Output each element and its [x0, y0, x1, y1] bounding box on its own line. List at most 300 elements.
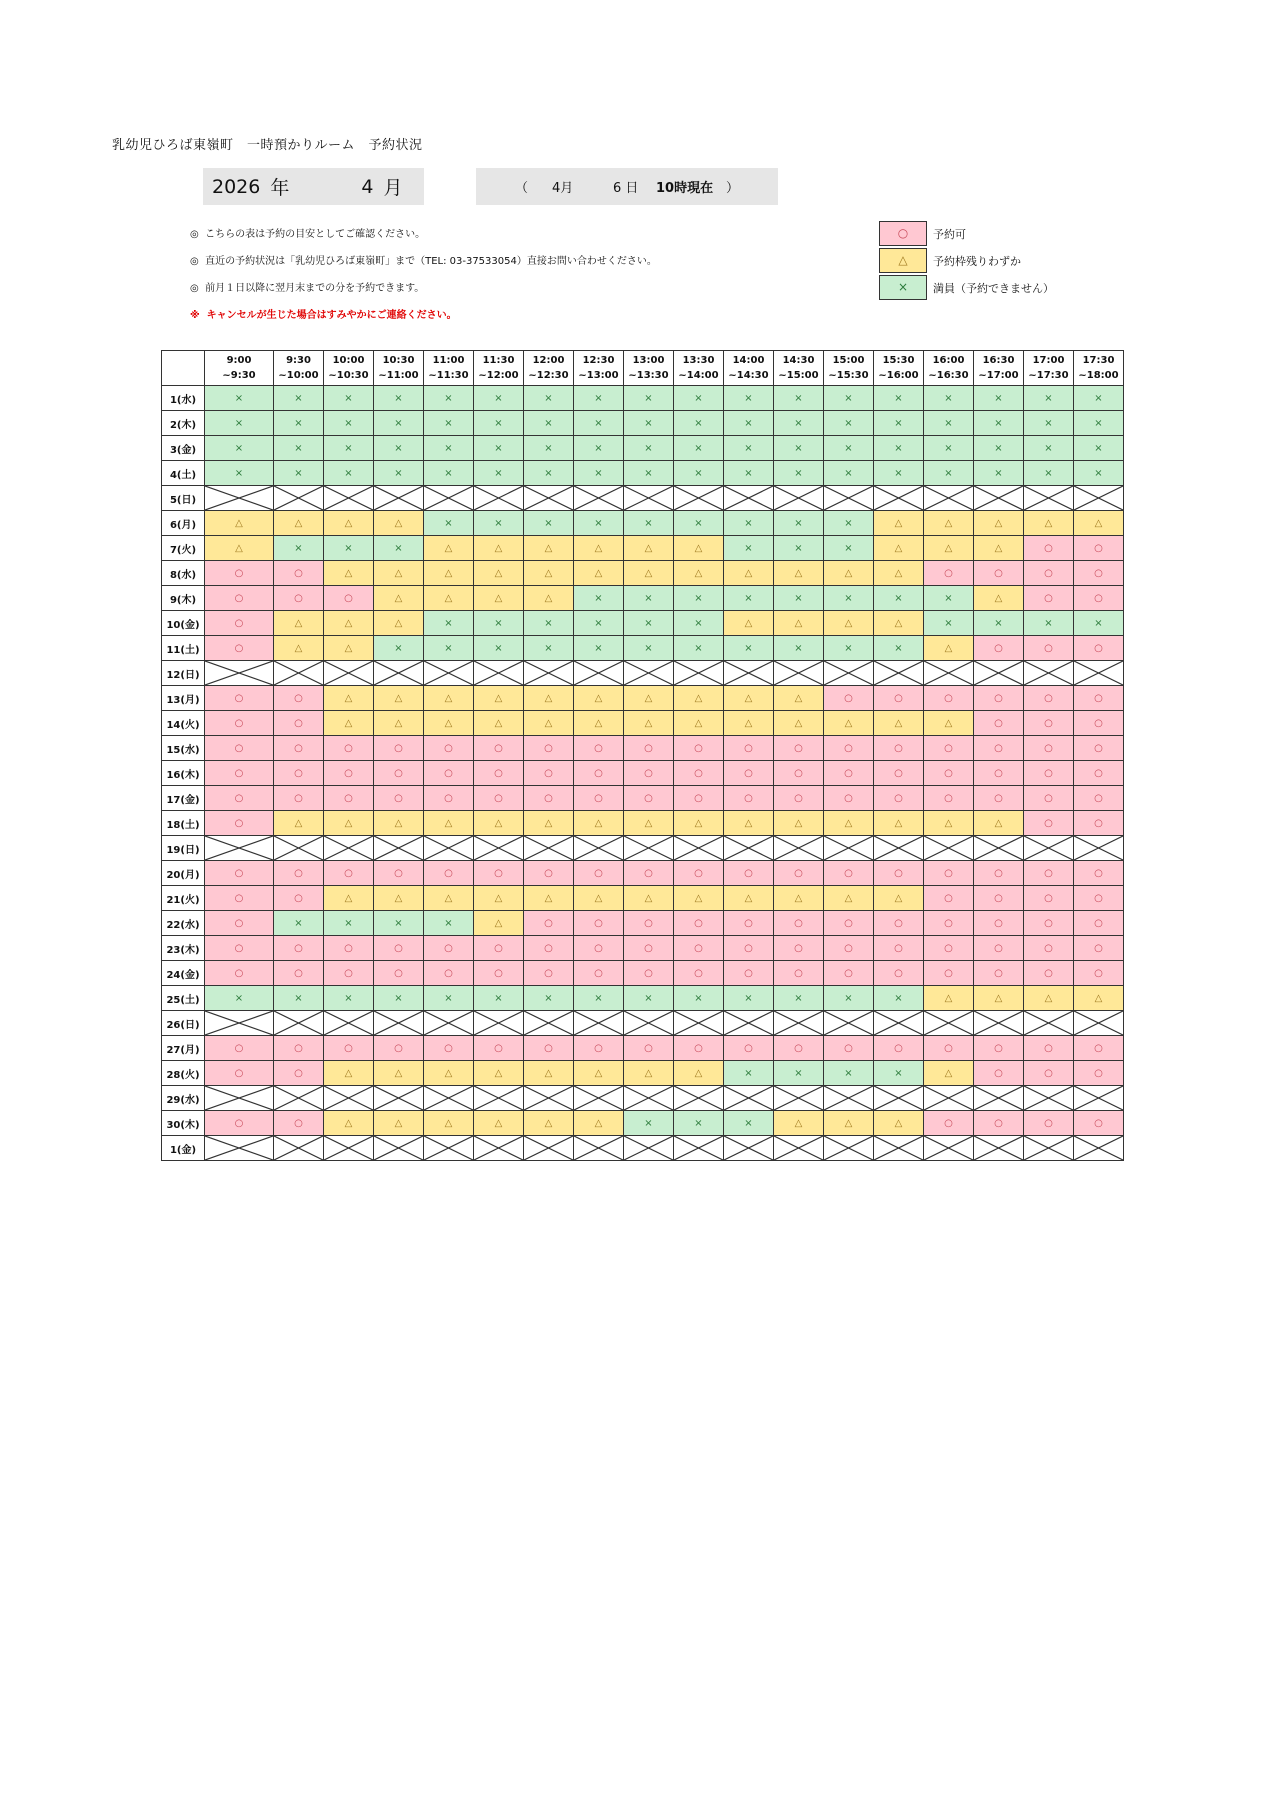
- day-label: 1(金): [162, 1136, 205, 1161]
- full-cell: ×: [624, 611, 674, 636]
- few-left-cell: △: [424, 561, 474, 586]
- closed-cross-icon: [474, 1011, 523, 1035]
- closed-cross-icon: [274, 1086, 323, 1110]
- status-open-paren: （: [515, 181, 529, 196]
- closed-cross-icon: [374, 486, 423, 510]
- available-cell: ○: [774, 786, 824, 811]
- day-label: 12(日): [162, 661, 205, 686]
- closed-cell: [524, 836, 574, 861]
- closed-cross-icon: [724, 1086, 773, 1110]
- closed-cross-icon: [524, 486, 573, 510]
- full-cell: ×: [524, 386, 574, 411]
- closed-cross-icon: [924, 1086, 973, 1110]
- available-cell: ○: [324, 961, 374, 986]
- few-left-cell: △: [774, 1111, 824, 1136]
- closed-cell: [205, 661, 274, 686]
- available-cell: ○: [1074, 736, 1124, 761]
- full-cell: ×: [724, 411, 774, 436]
- few-left-cell: △: [774, 811, 824, 836]
- closed-cross-icon: [674, 1086, 723, 1110]
- available-cell: ○: [824, 736, 874, 761]
- full-cell: ×: [774, 386, 824, 411]
- day-label: 19(日): [162, 836, 205, 861]
- closed-cross-icon: [874, 661, 923, 685]
- available-cell: ○: [424, 861, 474, 886]
- available-cell: ○: [924, 736, 974, 761]
- closed-cross-icon: [1074, 661, 1123, 685]
- available-cell: ○: [524, 1036, 574, 1061]
- few-left-cell: △: [424, 686, 474, 711]
- time-slot-start: 15:30: [882, 355, 915, 366]
- day-label: 3(金): [162, 436, 205, 461]
- closed-cell: [974, 486, 1024, 511]
- available-cell: ○: [774, 761, 824, 786]
- legend-symbol: △: [879, 248, 927, 273]
- closed-cross-icon: [274, 486, 323, 510]
- closed-cell: [724, 1086, 774, 1111]
- available-cell: ○: [774, 1036, 824, 1061]
- closed-cell: [824, 1011, 874, 1036]
- available-cell: ○: [205, 636, 274, 661]
- available-cell: ○: [624, 936, 674, 961]
- time-slot-start: 11:30: [482, 355, 515, 366]
- note-item: ◎ 前月１日以降に翌月末までの分を予約できます。: [190, 283, 425, 294]
- few-left-cell: △: [974, 586, 1024, 611]
- available-cell: ○: [205, 861, 274, 886]
- time-slot-end: ~10:30: [328, 370, 369, 381]
- closed-cross-icon: [674, 661, 723, 685]
- closed-cross-icon: [724, 1136, 773, 1160]
- full-cell: ×: [574, 386, 624, 411]
- closed-cell: [1024, 836, 1074, 861]
- closed-cell: [624, 661, 674, 686]
- few-left-cell: △: [474, 711, 524, 736]
- available-cell: ○: [874, 786, 924, 811]
- available-cell: ○: [974, 1111, 1024, 1136]
- time-slot-header: [724, 351, 774, 386]
- available-cell: ○: [205, 886, 274, 911]
- full-cell: ×: [1024, 436, 1074, 461]
- closed-cross-icon: [824, 1136, 873, 1160]
- closed-cell: [424, 836, 474, 861]
- available-cell: ○: [205, 1111, 274, 1136]
- closed-cell: [374, 1136, 424, 1161]
- closed-cross-icon: [724, 661, 773, 685]
- few-left-cell: △: [424, 536, 474, 561]
- available-cell: ○: [1074, 1036, 1124, 1061]
- available-cell: ○: [424, 736, 474, 761]
- full-cell: ×: [874, 411, 924, 436]
- closed-cross-icon: [324, 1086, 373, 1110]
- few-left-cell: △: [574, 711, 624, 736]
- available-cell: ○: [674, 911, 724, 936]
- available-cell: ○: [824, 761, 874, 786]
- day-row: [162, 486, 1124, 511]
- closed-cross-icon: [824, 836, 873, 860]
- available-cell: ○: [974, 886, 1024, 911]
- time-slot-start: 14:30: [782, 355, 815, 366]
- few-left-cell: △: [424, 711, 474, 736]
- available-cell: ○: [974, 861, 1024, 886]
- available-cell: ○: [574, 961, 624, 986]
- few-left-cell: △: [974, 986, 1024, 1011]
- few-left-cell: △: [374, 811, 424, 836]
- legend-item-few-left: [879, 247, 1054, 274]
- full-cell: ×: [724, 461, 774, 486]
- day-row: [162, 686, 1124, 711]
- few-left-cell: △: [424, 586, 474, 611]
- full-cell: ×: [624, 636, 674, 661]
- available-cell: ○: [774, 861, 824, 886]
- full-cell: ×: [1074, 461, 1124, 486]
- day-label: 8(水): [162, 561, 205, 586]
- time-slot-end: ~16:30: [928, 370, 969, 381]
- full-cell: ×: [674, 1111, 724, 1136]
- closed-cell: [624, 836, 674, 861]
- available-cell: ○: [1024, 761, 1074, 786]
- day-label: 25(土): [162, 986, 205, 1011]
- closed-cell: [374, 1086, 424, 1111]
- full-cell: ×: [324, 986, 374, 1011]
- year-unit: 年: [270, 177, 290, 199]
- available-cell: ○: [574, 761, 624, 786]
- month-unit: 月: [383, 177, 403, 199]
- full-cell: ×: [524, 511, 574, 536]
- few-left-cell: △: [205, 511, 274, 536]
- available-cell: ○: [1074, 1061, 1124, 1086]
- few-left-cell: △: [674, 561, 724, 586]
- day-label: 5(日): [162, 486, 205, 511]
- full-cell: ×: [824, 411, 874, 436]
- closed-cross-icon: [874, 1011, 923, 1035]
- closed-cross-icon: [674, 1011, 723, 1035]
- available-cell: ○: [874, 761, 924, 786]
- few-left-cell: △: [374, 1111, 424, 1136]
- closed-cross-icon: [274, 836, 323, 860]
- day-label: 15(水): [162, 736, 205, 761]
- time-slot-header: [624, 351, 674, 386]
- closed-cell: [474, 1086, 524, 1111]
- closed-cell: [524, 1136, 574, 1161]
- full-cell: ×: [1074, 411, 1124, 436]
- cancel-note: ※ キャンセルが生じた場合はすみやかにご連絡ください。: [190, 310, 457, 321]
- full-cell: ×: [974, 386, 1024, 411]
- full-cell: ×: [574, 411, 624, 436]
- few-left-cell: △: [924, 711, 974, 736]
- available-cell: ○: [1024, 711, 1074, 736]
- closed-cross-icon: [474, 486, 523, 510]
- few-left-cell: △: [474, 1061, 524, 1086]
- status-as-of-box: [476, 168, 778, 205]
- day-label: 1(水): [162, 386, 205, 411]
- time-slot-end: ~17:00: [978, 370, 1019, 381]
- closed-cross-icon: [374, 1136, 423, 1160]
- closed-cell: [474, 486, 524, 511]
- few-left-cell: △: [474, 1111, 524, 1136]
- few-left-cell: △: [474, 811, 524, 836]
- full-cell: ×: [824, 436, 874, 461]
- closed-cross-icon: [574, 1086, 623, 1110]
- few-left-cell: △: [324, 686, 374, 711]
- closed-cell: [324, 1136, 374, 1161]
- closed-cell: [674, 1011, 724, 1036]
- few-left-cell: △: [574, 686, 624, 711]
- available-cell: ○: [824, 911, 874, 936]
- full-cell: ×: [324, 436, 374, 461]
- closed-cell: [424, 661, 474, 686]
- available-cell: ○: [205, 961, 274, 986]
- few-left-cell: △: [774, 886, 824, 911]
- full-cell: ×: [324, 536, 374, 561]
- status-time: 10時現在: [656, 181, 714, 196]
- full-cell: ×: [674, 386, 724, 411]
- time-slot-header: [974, 351, 1024, 386]
- full-cell: ×: [624, 386, 674, 411]
- available-cell: ○: [205, 1061, 274, 1086]
- few-left-cell: △: [324, 561, 374, 586]
- few-left-cell: △: [624, 686, 674, 711]
- time-slot-end: ~11:30: [428, 370, 469, 381]
- closed-cell: [824, 836, 874, 861]
- closed-cross-icon: [574, 486, 623, 510]
- available-cell: ○: [974, 1036, 1024, 1061]
- full-cell: ×: [374, 436, 424, 461]
- full-cell: ×: [674, 611, 724, 636]
- day-row: [162, 561, 1124, 586]
- closed-cross-icon: [824, 1011, 873, 1035]
- time-slot-start: 11:00: [432, 355, 465, 366]
- available-cell: ○: [674, 786, 724, 811]
- few-left-cell: △: [674, 711, 724, 736]
- closed-cross-icon: [374, 1011, 423, 1035]
- closed-cell: [324, 486, 374, 511]
- closed-cell: [774, 836, 824, 861]
- few-left-cell: △: [574, 886, 624, 911]
- closed-cell: [524, 1086, 574, 1111]
- available-cell: ○: [674, 861, 724, 886]
- closed-cross-icon: [205, 486, 273, 510]
- closed-cross-icon: [974, 661, 1023, 685]
- year-month-box: [203, 168, 424, 205]
- available-cell: ○: [924, 961, 974, 986]
- closed-cell: [974, 1086, 1024, 1111]
- available-cell: ○: [474, 761, 524, 786]
- full-cell: ×: [574, 636, 624, 661]
- time-slot-end: ~12:00: [478, 370, 519, 381]
- full-cell: ×: [624, 411, 674, 436]
- available-cell: ○: [974, 911, 1024, 936]
- day-row: [162, 811, 1124, 836]
- closed-cell: [1024, 1136, 1074, 1161]
- available-cell: ○: [274, 961, 324, 986]
- available-cell: ○: [274, 711, 324, 736]
- full-cell: ×: [724, 386, 774, 411]
- closed-cell: [874, 486, 924, 511]
- closed-cell: [424, 1086, 474, 1111]
- closed-cell: [924, 1086, 974, 1111]
- closed-cell: [724, 836, 774, 861]
- closed-cross-icon: [674, 486, 723, 510]
- time-slot-start: 12:00: [532, 355, 565, 366]
- day-label: 6(月): [162, 511, 205, 536]
- time-slot-end: ~17:30: [1028, 370, 1069, 381]
- available-cell: ○: [924, 761, 974, 786]
- few-left-cell: △: [474, 561, 524, 586]
- closed-cross-icon: [624, 661, 673, 685]
- corner-cell: [162, 351, 205, 386]
- full-cell: ×: [724, 586, 774, 611]
- full-cell: ×: [624, 1111, 674, 1136]
- closed-cell: [324, 1011, 374, 1036]
- time-slot-header: [274, 351, 324, 386]
- available-cell: ○: [205, 811, 274, 836]
- few-left-cell: △: [874, 511, 924, 536]
- available-cell: ○: [424, 936, 474, 961]
- available-cell: ○: [824, 686, 874, 711]
- closed-cross-icon: [274, 661, 323, 685]
- full-cell: ×: [824, 586, 874, 611]
- closed-cell: [974, 661, 1024, 686]
- closed-cell: [1074, 1136, 1124, 1161]
- closed-cell: [774, 1136, 824, 1161]
- available-cell: ○: [824, 1036, 874, 1061]
- closed-cross-icon: [1024, 1011, 1073, 1035]
- few-left-cell: △: [774, 686, 824, 711]
- available-cell: ○: [724, 911, 774, 936]
- closed-cell: [874, 1086, 924, 1111]
- closed-cell: [574, 1086, 624, 1111]
- closed-cell: [324, 836, 374, 861]
- few-left-cell: △: [674, 811, 724, 836]
- full-cell: ×: [374, 461, 424, 486]
- few-left-cell: △: [324, 1111, 374, 1136]
- closed-cross-icon: [474, 661, 523, 685]
- time-slot-header: [874, 351, 924, 386]
- full-cell: ×: [474, 411, 524, 436]
- full-cell: ×: [424, 986, 474, 1011]
- available-cell: ○: [774, 936, 824, 961]
- few-left-cell: △: [924, 811, 974, 836]
- day-label: 29(水): [162, 1086, 205, 1111]
- day-row: [162, 386, 1124, 411]
- available-cell: ○: [274, 786, 324, 811]
- closed-cross-icon: [724, 836, 773, 860]
- few-left-cell: △: [524, 811, 574, 836]
- few-left-cell: △: [374, 561, 424, 586]
- closed-cross-icon: [424, 661, 473, 685]
- available-cell: ○: [1024, 561, 1074, 586]
- full-cell: ×: [624, 986, 674, 1011]
- time-slot-end: ~15:30: [828, 370, 869, 381]
- day-row: [162, 1061, 1124, 1086]
- available-cell: ○: [1074, 1111, 1124, 1136]
- closed-cross-icon: [205, 1086, 273, 1110]
- closed-cell: [924, 486, 974, 511]
- closed-cross-icon: [374, 661, 423, 685]
- available-cell: ○: [205, 686, 274, 711]
- few-left-cell: △: [1024, 511, 1074, 536]
- page-title: 乳幼児ひろば東嶺町 一時預かりルーム 予約状況: [112, 138, 423, 153]
- available-cell: ○: [924, 861, 974, 886]
- time-slot-start: 17:30: [1082, 355, 1115, 366]
- closed-cell: [574, 661, 624, 686]
- few-left-cell: △: [674, 1061, 724, 1086]
- legend-label: 予約可: [933, 227, 966, 241]
- few-left-cell: △: [324, 511, 374, 536]
- available-cell: ○: [624, 861, 674, 886]
- closed-cross-icon: [1024, 1136, 1073, 1160]
- closed-cross-icon: [774, 486, 823, 510]
- available-cell: ○: [524, 911, 574, 936]
- few-left-cell: △: [824, 811, 874, 836]
- day-label: 10(金): [162, 611, 205, 636]
- closed-cell: [424, 486, 474, 511]
- available-cell: ○: [924, 686, 974, 711]
- available-cell: ○: [624, 761, 674, 786]
- closed-cell: [274, 836, 324, 861]
- closed-cell: [974, 1011, 1024, 1036]
- closed-cross-icon: [624, 1011, 673, 1035]
- closed-cross-icon: [324, 836, 373, 860]
- closed-cross-icon: [1024, 836, 1073, 860]
- available-cell: ○: [524, 861, 574, 886]
- closed-cell: [374, 1011, 424, 1036]
- few-left-cell: △: [474, 886, 524, 911]
- closed-cell: [974, 1136, 1024, 1161]
- closed-cell: [724, 1011, 774, 1036]
- full-cell: ×: [274, 436, 324, 461]
- available-cell: ○: [1024, 886, 1074, 911]
- closed-cell: [774, 661, 824, 686]
- few-left-cell: △: [624, 886, 674, 911]
- few-left-cell: △: [324, 611, 374, 636]
- few-left-cell: △: [574, 1061, 624, 1086]
- available-cell: ○: [624, 786, 674, 811]
- full-cell: ×: [424, 611, 474, 636]
- closed-cross-icon: [424, 1086, 473, 1110]
- closed-cross-icon: [874, 1136, 923, 1160]
- full-cell: ×: [324, 911, 374, 936]
- available-cell: ○: [1074, 861, 1124, 886]
- closed-cross-icon: [1074, 486, 1123, 510]
- few-left-cell: △: [524, 561, 574, 586]
- available-cell: ○: [1074, 786, 1124, 811]
- day-row: [162, 711, 1124, 736]
- day-label: 17(金): [162, 786, 205, 811]
- closed-cross-icon: [524, 1086, 573, 1110]
- time-slot-header: [524, 351, 574, 386]
- full-cell: ×: [774, 436, 824, 461]
- closed-cell: [924, 836, 974, 861]
- closed-cell: [574, 836, 624, 861]
- day-row: [162, 761, 1124, 786]
- available-cell: ○: [924, 886, 974, 911]
- full-cell: ×: [874, 1061, 924, 1086]
- closed-cross-icon: [424, 486, 473, 510]
- day-row: [162, 511, 1124, 536]
- full-cell: ×: [205, 411, 274, 436]
- available-cell: ○: [1024, 586, 1074, 611]
- few-left-cell: △: [524, 1061, 574, 1086]
- available-cell: ○: [974, 1061, 1024, 1086]
- full-cell: ×: [774, 636, 824, 661]
- note-item: ◎ こちらの表は予約の目安としてご確認ください。: [190, 229, 426, 240]
- day-row: [162, 661, 1124, 686]
- time-slot-header: [924, 351, 974, 386]
- closed-cell: [1024, 661, 1074, 686]
- closed-cell: [874, 661, 924, 686]
- available-cell: ○: [874, 961, 924, 986]
